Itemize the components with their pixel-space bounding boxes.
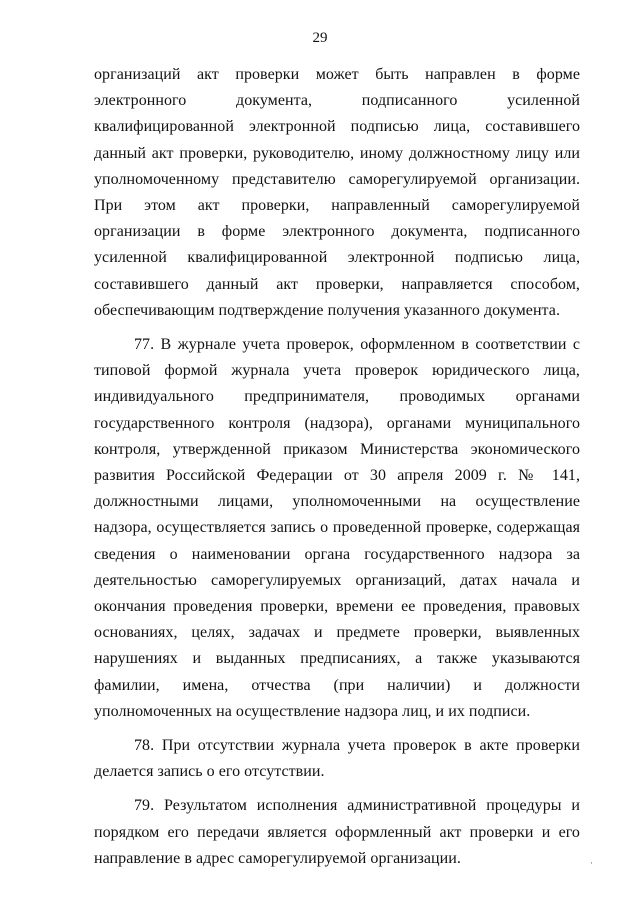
paragraph-79: 79. Результатом исполнения административной процедуры и порядком его передачи является оформленный акт проверки и его направление в адрес саморегулируемой организации. bbox=[94, 797, 580, 867]
scan-mark: · bbox=[590, 858, 593, 868]
paragraph-78: 78. При отсутствии журнала учета проверок в акте проверки делается запись о его отсутствии. bbox=[94, 737, 580, 781]
document-body bbox=[94, 62, 580, 880]
page-number: 29 bbox=[312, 30, 328, 46]
paragraph-77: 77. В журнале учета проверок, оформленном в соответствии с типовой формой журнала учета проверок юридического лица, индивидуального предпринимателя, проводимых органами государственного контроля (надзора), органами муниципального контроля, утвержденной приказом Министерства экономического развития Российской Федерации от 30 апреля 2009 г. № 141, должностными лицами, уполномоченными на осуществление надзора, осуществляется запись о проведенной проверке, содержащая сведения о наименовании органа государственного надзора за деятельностью саморегулируемых организаций, датах начала и окончания проведения проверки, времени ее проведения, правовых основаниях, целях, задачах и предмете проверки, выявленных нарушениях и выданных предписаниях, а также указываются фамилии, имена, отчества (при наличии) и должности уполномоченных на осуществление надзора лиц, и их подписи. bbox=[94, 336, 580, 720]
paragraph-continuation: организаций акт проверки может быть направлен в форме электронного документа, подписанного усиленной квалифицированной электронной подписью лица, составившего данный акт проверки, руководителю, иному должностному лицу или уполномоченному представителю саморегулируемой организации. При этом акт проверки, направленный саморегулируемой организации в форме электронного документа, подписанного усиленной квалифицированной электронной подписью лица, составившего данный акт проверки, направляется способом, обеспечивающим подтверждение получения указанного документа. bbox=[94, 66, 580, 319]
